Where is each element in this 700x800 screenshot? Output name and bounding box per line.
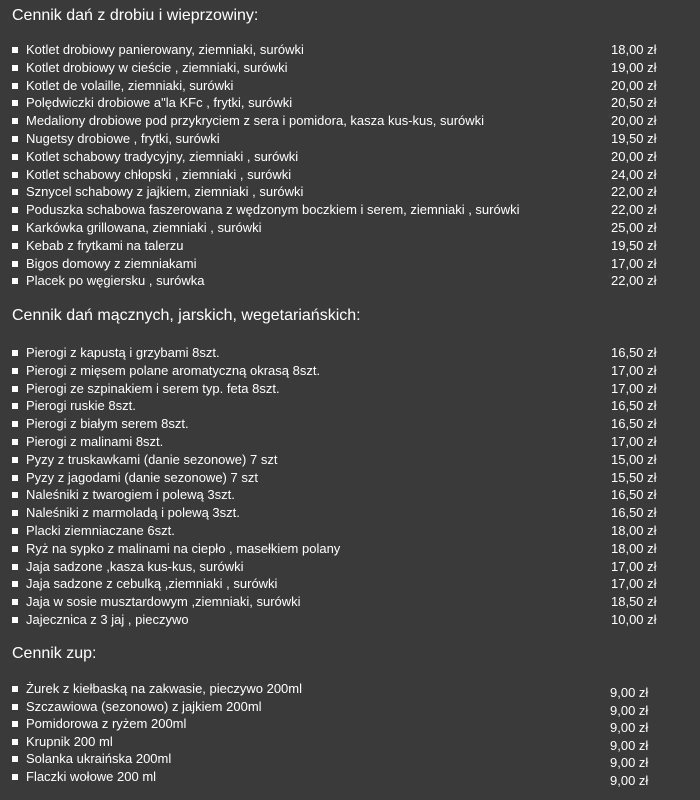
bullet-icon [12, 225, 18, 231]
menu-item [0, 522, 700, 540]
bullet-icon [12, 686, 18, 692]
menu-item-price: 18,00 zł [611, 42, 657, 57]
menu-item-name: Pierogi z białym serem 8szt. [26, 416, 189, 432]
menu-item [0, 698, 700, 716]
menu-item-price: 17,00 zł [611, 362, 657, 378]
bullet-icon [12, 368, 18, 374]
bullet-icon [12, 386, 18, 392]
menu-item-name: Medaliony drobiowe pod przykryciem z sera i pomidora, kasza kus-kus, surówki [26, 113, 485, 129]
menu-item-name: Jaja w sosie musztardowym ,ziemniaki, surówki [26, 594, 301, 610]
menu-item-name: Pierogi ruskie 8szt. [26, 398, 136, 414]
menu-item [0, 469, 700, 487]
menu-item-price: 16,50 zł [611, 487, 657, 503]
menu-item-name: Krupnik 200 ml [26, 733, 113, 749]
menu-item-price: 16,50 zł [611, 505, 657, 521]
menu-item-name: Placek po węgiersku , surówka [26, 273, 205, 289]
menu-item [0, 486, 700, 504]
menu-item-name: Poduszka schabowa faszerowana z wędzonym boczkiem i serem, ziemniaki , surówki [26, 202, 520, 218]
menu-item [0, 733, 700, 751]
menu-item-name: Solanka ukraińska 200ml [26, 751, 172, 767]
menu-item-name: Placki ziemniaczane 6szt. [26, 523, 175, 538]
bullet-icon [12, 154, 18, 160]
bullet-icon [12, 47, 18, 53]
menu-item [0, 540, 700, 558]
bullet-icon [12, 278, 18, 284]
menu-item-price: 17,00 zł [611, 255, 657, 271]
menu-item-name: Żurek z kiełbaską na zakwasie, pieczywo 200ml [26, 681, 303, 696]
menu-item [0, 112, 700, 130]
menu-item-price: 18,50 zł [611, 594, 657, 610]
menu-item-price: 22,00 zł [611, 273, 657, 289]
bullet-icon [12, 581, 18, 587]
bullet-icon [12, 261, 18, 267]
menu-item [0, 750, 700, 771]
menu-item-price: 15,50 zł [611, 469, 657, 485]
bullet-icon [12, 83, 18, 89]
menu-item-price: 15,00 zł [611, 451, 657, 467]
menu-item [0, 504, 700, 522]
menu-item [0, 575, 700, 593]
menu-item-name: Sznycel schabowy z jajkiem, ziemniaki , surówki [26, 184, 304, 200]
section-title: Cennik dań mącznych, jarskich, wegetariańskich: [12, 307, 361, 324]
bullet-icon [12, 599, 18, 605]
menu-item [0, 680, 700, 698]
bullet-icon [12, 774, 18, 780]
menu-item [0, 166, 700, 184]
bullet-icon [12, 492, 18, 498]
menu-item-name: Kebab z frytkami na talerzu [26, 237, 184, 253]
menu-item-price: 16,50 zł [611, 398, 657, 414]
bullet-icon [12, 207, 18, 213]
menu-item-name: Pyzy z jagodami (danie sezonowe) 7 szt [26, 469, 258, 485]
bullet-icon [12, 739, 18, 745]
menu-item-price: 9,00 zł [610, 685, 649, 700]
menu-item-name: Flaczki wołowe 200 ml [26, 769, 157, 784]
bullet-icon [12, 421, 18, 427]
section-title: Cennik zup: [12, 645, 97, 662]
bullet-icon [12, 721, 18, 727]
menu-item-price: 19,50 zł [611, 237, 657, 253]
bullet-icon [12, 100, 18, 106]
menu-item-price: 9,00 zł [610, 773, 649, 788]
menu-item-price: 16,50 zł [611, 345, 657, 360]
menu-item [0, 433, 700, 451]
bullet-icon [12, 510, 18, 516]
bullet-icon [12, 704, 18, 710]
menu-item-price: 17,00 zł [611, 434, 657, 449]
bullet-icon [12, 564, 18, 570]
bullet-icon [12, 172, 18, 178]
bullet-icon [12, 243, 18, 249]
menu-item [0, 219, 700, 237]
menu-item-name: Pierogi z malinami 8szt. [26, 434, 164, 449]
menu-item-name: Ryż na sypko z malinami na ciepło , masełkiem polany [26, 540, 341, 556]
bullet-icon [12, 118, 18, 124]
menu-item [0, 415, 700, 433]
menu-item-price: 22,00 zł [611, 202, 657, 218]
menu-item-name: Jajecznica z 3 jaj , pieczywo [26, 612, 189, 627]
menu-item [0, 344, 700, 362]
menu-item-price: 22,00 zł [611, 184, 657, 200]
menu-item-name: Kotlet drobiowy panierowany, ziemniaki, surówki [26, 42, 304, 57]
menu-item-name: Kotlet drobiowy w cieście , ziemniaki, surówki [26, 59, 288, 75]
bullet-icon [12, 439, 18, 445]
menu-item-price: 16,50 zł [611, 416, 657, 432]
bullet-icon [12, 475, 18, 481]
menu-item-price: 10,00 zł [611, 612, 657, 627]
menu-item [0, 77, 700, 95]
menu-item-name: Jaja sadzone z cebulką ,ziemniaki , surówki [26, 576, 278, 592]
menu-item-name: Pierogi ze szpinakiem i serem typ. feta 8szt. [26, 380, 280, 396]
menu-item-price: 19,50 zł [611, 131, 657, 146]
menu-item-name: Kotlet schabowy chłopski , ziemniaki , surówki [26, 166, 292, 182]
menu-item [0, 380, 700, 398]
bullet-icon [12, 457, 18, 463]
menu-item [0, 558, 700, 576]
menu-item-name: Pyzy z truskawkami (danie sezonowe) 7 szt [26, 451, 278, 467]
menu-item-name: Nugetsy drobiowe , frytki, surówki [26, 131, 220, 146]
menu-item-price: 20,50 zł [611, 95, 657, 111]
bullet-icon [12, 136, 18, 142]
menu-item-name: Naleśniki z twarogiem i polewą 3szt. [26, 487, 235, 503]
menu-item-name: Karkówka grillowana, ziemniaki , surówki [26, 220, 262, 235]
menu-item-price: 18,00 zł [611, 540, 657, 556]
menu-item-price: 20,00 zł [611, 113, 657, 129]
menu-item [0, 94, 700, 112]
menu-item [0, 611, 700, 629]
menu-item [0, 255, 700, 273]
menu-item-price: 24,00 zł [611, 166, 657, 182]
bullet-icon [12, 528, 18, 534]
menu-item-price: 18,00 zł [611, 523, 657, 538]
bullet-icon [12, 65, 18, 71]
menu-item [0, 715, 700, 736]
menu-item [0, 593, 700, 611]
menu-item-price: 20,00 zł [611, 77, 657, 93]
bullet-icon [12, 546, 18, 552]
section-title: Cennik dań z drobiu i wieprzowiny: [12, 7, 259, 24]
menu-item [0, 41, 700, 59]
menu-item [0, 768, 700, 786]
menu-item-price: 17,00 zł [611, 576, 657, 592]
menu-item-name: Kotlet schabowy tradycyjny, ziemniaki , surówki [26, 148, 299, 164]
menu-item [0, 201, 700, 219]
menu-item-name: Pierogi z kapustą i grzybami 8szt. [26, 345, 220, 360]
menu-item-name: Bigos domowy z ziemniakami [26, 255, 197, 271]
menu-item-price: 25,00 zł [611, 220, 657, 235]
menu-item-price: 9,00 zł [610, 702, 649, 718]
bullet-icon [12, 403, 18, 409]
menu-item-name: Szczawiowa (sezonowo) z jajkiem 200ml [26, 698, 262, 714]
menu-item [0, 397, 700, 415]
menu-item-name: Kotlet de volaille, ziemniaki, surówki [26, 77, 234, 93]
bullet-icon [12, 189, 18, 195]
menu-item-price: 19,00 zł [611, 59, 657, 75]
menu-item-price: 9,00 zł [610, 755, 649, 771]
menu-item [0, 237, 700, 255]
menu-item-name: Polędwiczki drobiowe a"la KFc , frytki, surówki [26, 95, 293, 111]
menu-item-price: 9,00 zł [610, 720, 649, 736]
menu-item [0, 59, 700, 77]
menu-item-price: 17,00 zł [611, 558, 657, 574]
bullet-icon [12, 617, 18, 623]
menu-item [0, 148, 700, 166]
menu-item [0, 183, 700, 201]
menu-item-name: Pomidorowa z ryżem 200ml [26, 716, 187, 732]
bullet-icon [12, 350, 18, 356]
menu-item [0, 451, 700, 469]
menu-item-price: 20,00 zł [611, 148, 657, 164]
menu-item-name: Jaja sadzone ,kasza kus-kus, surówki [26, 558, 244, 574]
bullet-icon [12, 756, 18, 762]
menu-item [0, 272, 700, 290]
menu-item-price: 17,00 zł [611, 380, 657, 396]
menu-item-price: 9,00 zł [610, 737, 649, 753]
menu-item-name: Pierogi z mięsem polane aromatyczną okrasą 8szt. [26, 362, 321, 378]
menu-item-name: Naleśniki z marmoladą i polewą 3szt. [26, 505, 240, 521]
menu-item [0, 362, 700, 380]
menu-item [0, 130, 700, 148]
